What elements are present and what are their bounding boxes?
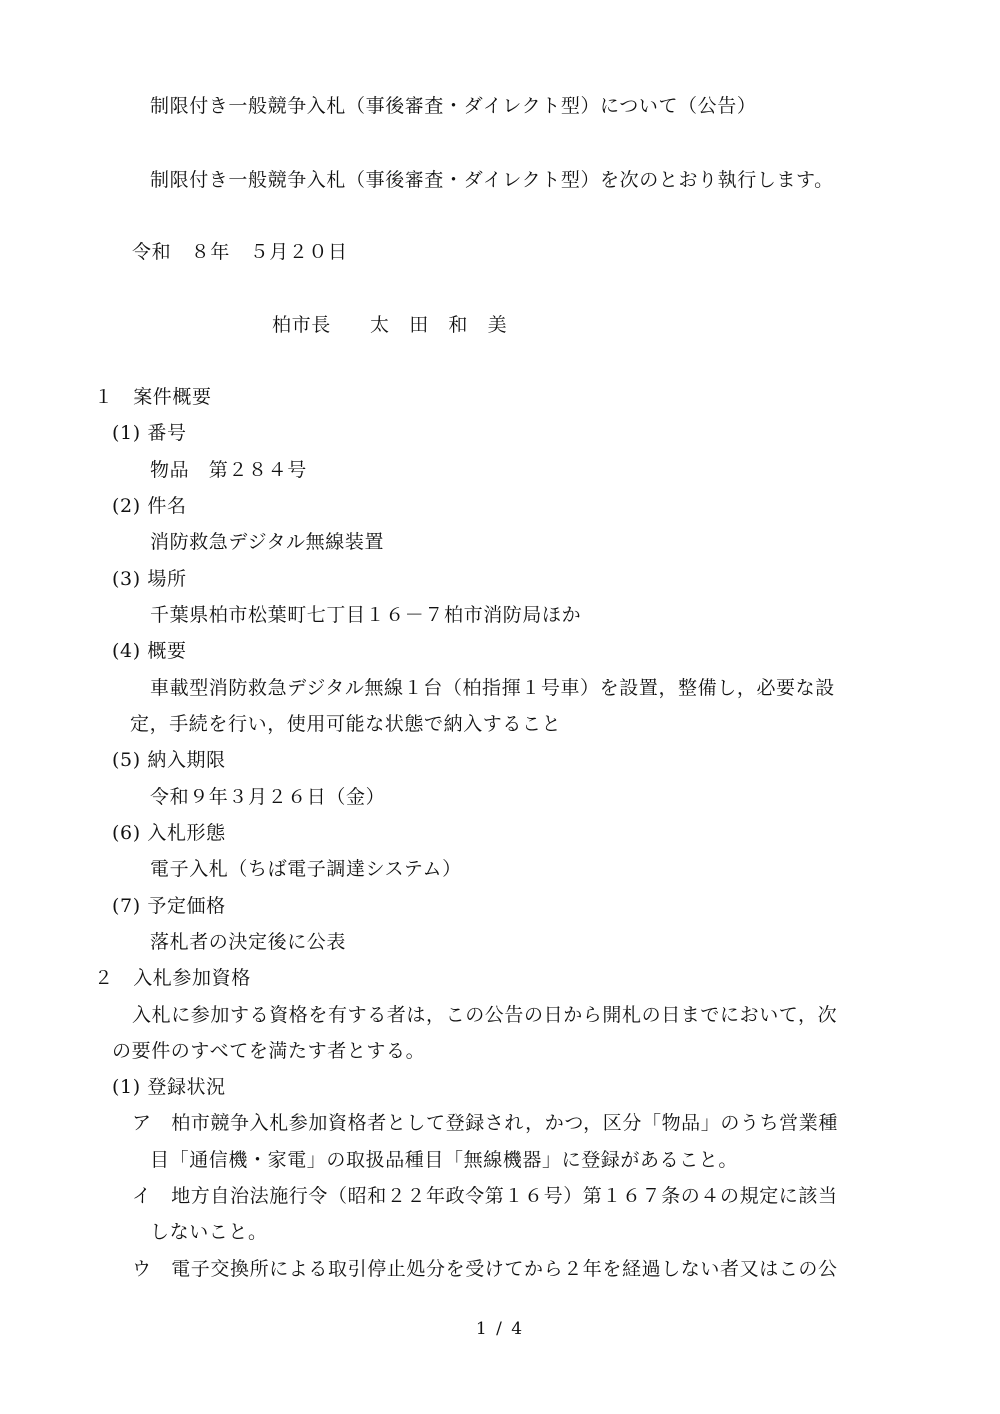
document-title: 制限付き一般競争入札（事後審査・ダイレクト型）について（公告） <box>150 95 757 117</box>
section-1-heading: １ 案件概要 <box>94 386 212 408</box>
item-price-label: (7) 予定価格 <box>112 895 226 917</box>
item-summary-value-line2: 定，手続を行い，使用可能な状態で納入すること <box>130 713 562 735</box>
requirement-i-line1: イ 地方自治法施行令（昭和２２年政令第１６号）第１６７条の４の規定に該当 <box>132 1185 838 1207</box>
page-number: 1 / 4 <box>475 1319 525 1339</box>
item-number-label: (1) 番号 <box>112 422 187 444</box>
section-2-intro-line2: の要件のすべてを満たす者とする。 <box>112 1040 426 1062</box>
item-summary-value-line1: 車載型消防救急デジタル無線１台（柏指揮１号車）を設置，整備し，必要な設 <box>150 677 835 699</box>
notice-date: 令和 ８年 ５月２０日 <box>132 241 348 263</box>
item-name-value: 消防救急デジタル無線装置 <box>150 531 385 553</box>
item-number-value: 物品 第２８４号 <box>150 459 307 481</box>
item-summary-label: (4) 概要 <box>112 640 187 662</box>
registration-status-label: (1) 登録状況 <box>112 1076 226 1098</box>
item-name-label: (2) 件名 <box>112 495 187 517</box>
item-place-label: (3) 場所 <box>112 568 187 590</box>
requirement-i-line2: しないこと。 <box>150 1221 268 1243</box>
item-place-value: 千葉県柏市松葉町七丁目１６－７柏市消防局ほか <box>150 604 582 626</box>
section-2-heading: ２ 入札参加資格 <box>94 967 251 989</box>
section-2-intro-line1: 入札に参加する資格を有する者は，この公告の日から開札の日までにおいて，次 <box>132 1004 838 1026</box>
issuer-name: 柏市長 太 田 和 美 <box>272 314 508 336</box>
item-price-value: 落札者の決定後に公表 <box>150 931 347 953</box>
item-deadline-label: (5) 納入期限 <box>112 749 226 771</box>
requirement-a-line1: ア 柏市競争入札参加資格者として登録され，かつ，区分「物品」のうち営業種 <box>132 1112 838 1134</box>
item-bid-type-label: (6) 入札形態 <box>112 822 226 844</box>
item-bid-type-value: 電子入札（ちば電子調達システム） <box>150 858 462 880</box>
intro-text: 制限付き一般競争入札（事後審査・ダイレクト型）を次のとおり執行します。 <box>150 169 834 191</box>
requirement-u-line1: ウ 電子交換所による取引停止処分を受けてから２年を経過しない者又はこの公 <box>132 1258 838 1280</box>
requirement-a-line2: 目「通信機・家電」の取扱品種目「無線機器」に登録があること。 <box>150 1149 739 1171</box>
item-deadline-value: 令和９年３月２６日（金） <box>150 786 386 808</box>
